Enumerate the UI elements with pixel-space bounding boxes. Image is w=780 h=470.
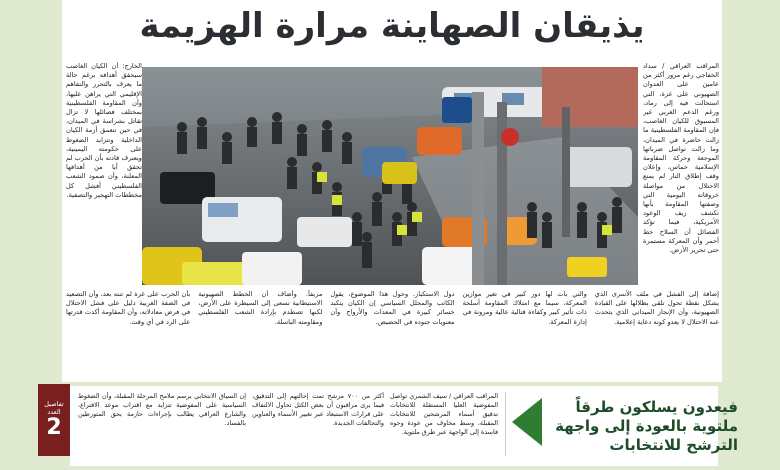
article-column-left: الخارج: أن الكيان الغاصب سيحقق أهدافه برغم حالة ما يعرف بالتحرر والتفاهم الإقليمي التي يراهن عليها، وأن المقاومة الفلسطينية بمختلف فصائلها لا تزال تقاتل بشراسة في الميدان، في حين تتعمق أزمة الكيان الداخلية وتتزايد الضغوط على حكومته اليمينية، ويعترف قادته بأن الحرب لم تحقق أيا من أهدافها المعلنة، وأن صمود الشعب الفلسطيني أفشل كل مخططات التهجير والتصفية. [66, 62, 142, 199]
teaser-column-2: أكثر من ٧٠٠ مرشح تمت إحالتهم إلى التدقيق، فيما يرى مراقبون أن بعض الكتل تحاول الالتفاف على قرارات الاستبعاد عبر تغيير الأسماء والعناوين والتحالفات الجديدة. [252, 392, 384, 427]
body-column-5: بأن الحرب على غزة لم تنته بعد، وأن التصعيد في الضفة الغربية دليل على فشل الاحتلال في فرض معادلاته، وأن المقاومة أكدت قدرتها على الرد في أي وقت. [65, 290, 191, 326]
teaser-column-3: إن السياق الانتخابي يرسم ملامح المرحلة المقبلة، وأن الضغوط السياسية على المفوضية تتزايد مع اقتراب موعد الاقتراع، والشارع العراقي يطالب بإجراءات حازمة بحق المتورطين بالفساد. [78, 392, 246, 427]
divider [505, 392, 506, 456]
body-column-3: دول الاستكبار. وحول هذا الموضوع، يقول الكاتب والمحلل السياسي إن الكيان يتكبد خسائر كبيرة في المعدات والأرواح وأن معنويات جنوده في الحضيض. [330, 290, 455, 326]
main-headline: يذيقان الصهاينة مرارة الهزيمة [62, 0, 722, 52]
body-column-4: مزيفاً. وأضاف أن الخطط الصهيونية الاستيطانية تسعى إلى السيطرة على الأرض، لكنها تصطدم بإرادة الشعب الفلسطيني ومقاومته الباسلة. [198, 290, 323, 326]
next-issue-label: تفاصيل العدد [44, 400, 64, 416]
body-column-1: إضافة إلى الفشل في ملف الأسرى الذي يشكل نقطة تحول تلقي بظلالها على القيادة الصهيونية، وأن الإنجاز الميداني الذي يتحدث عنه الاحتلال لا يعدو كونه دعاية إعلامية. [594, 290, 719, 326]
teaser-column-1: المراقب العراقي / سيف الشمري تواصل المفوضية العليا المستقلة للانتخابات تدقيق أسماء المرشحين للانتخابات المقبلة، وسط مخاوف من عودة وجوه فاسدة إلى الواجهة عبر طرق ملتوية. [390, 392, 498, 436]
news-photo [142, 67, 638, 285]
page-number: 2 [46, 415, 62, 440]
article-body-columns [66, 290, 719, 380]
article-column-right: المراقب العراقي / سداد الخفاجي رغم مرور أكثر من عامين على العدوان الصهيوني على غزة، التي استحالت فيه إلى رماد، ورغم الدعم الغربي غير المسبوق للكيان الغاصب، فإن المقاومة الفلسطينية ما زالت حاضرة في الميدان، وما زالت تواصل ضرباتها الموجعة وحركة المقاومة الإسلامية حماس، وإعلان وقف إطلاق النار لم يمنع الاحتلال من مواصلة خروقاته اليومية التي وصفتها المقاومة بأنها تكشف زيف الوعود الأمريكية، فيما تؤكد الفصائل أن السلاح خط أحمر وأن المعركة مستمرة حتى تحرير الأرض. [643, 62, 719, 255]
arrow-icon [512, 398, 542, 446]
next-issue-box[interactable] [38, 384, 70, 456]
body-column-2: والتي بات لها دور كبير في تغير موازين المعركة، سيما مع امتلاك المقاومة أسلحة ذات تأثير كبير وكفاءة قتالية عالية ومرونة في إدارة المعركة. [462, 290, 587, 326]
teaser-headline[interactable]: فيعدون يسلكون طرقاً ملتوية بالعودة إلى واجهة الترشح للانتخابات [555, 398, 738, 454]
crowd-scene-image [142, 67, 638, 285]
